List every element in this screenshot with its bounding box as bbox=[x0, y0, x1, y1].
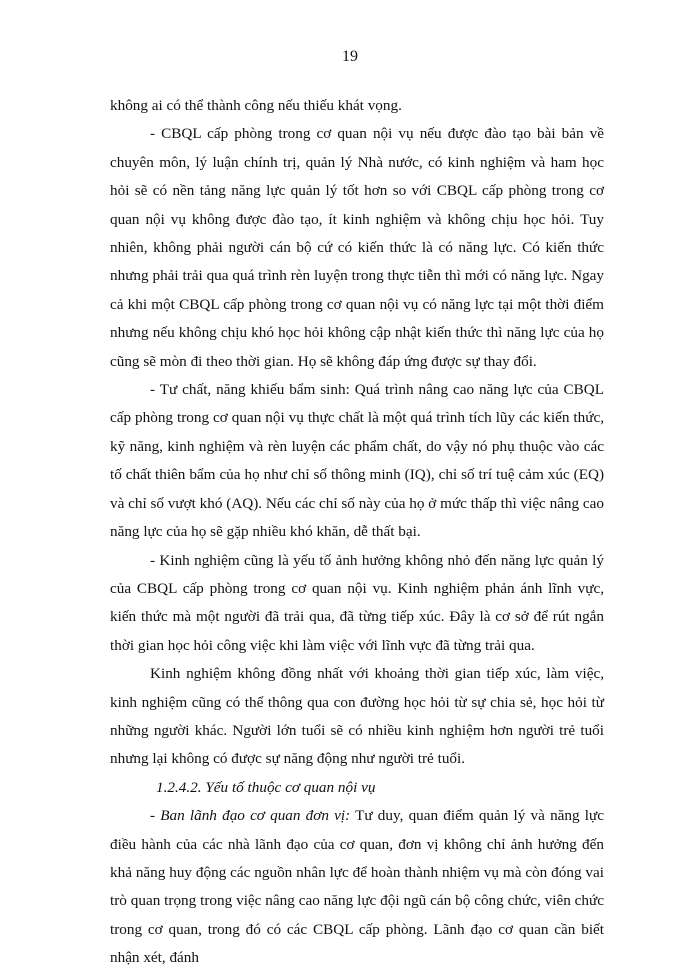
paragraph-leadership-body: Tư duy, quan điểm quản lý và năng lực điều hành của các nhà lãnh đạo của cơ quan, đơn vị không chỉ ảnh hưởng đến khả năng huy động các nguồn nhân lực để hoàn thành nhiệm vụ mà còn đóng vai trò quan trọng trong việc nâng cao năng lực đội ngũ cán bộ công chức, viên chức trong cơ quan, trong đó có các CBQL cấp phòng. Lãnh đạo cơ quan cần biết nhận xét, đánh bbox=[110, 807, 604, 967]
paragraph-leadership bbox=[110, 802, 604, 972]
paragraph-experience-sources: Kinh nghiệm không đồng nhất với khoảng thời gian tiếp xúc, làm việc, kinh nghiệm cũng có thể thông qua con đường học hỏi từ sự chia sẻ, học hỏi từ những người khác. Người lớn tuổi sẽ có nhiều kinh nghiệm hơn người trẻ tuổi nhưng lại không có được sự năng động như người trẻ tuổi. bbox=[110, 665, 604, 768]
paragraph-continuation: không ai có thể thành công nếu thiếu khát vọng. bbox=[110, 97, 402, 114]
paragraph-leadership-lead: - Ban lãnh đạo cơ quan đơn vị: bbox=[150, 807, 351, 825]
paragraph-innate-aptitude: - Tư chất, năng khiếu bẩm sinh: Quá trình nâng cao năng lực của CBQL cấp phòng trong cơ quan nội vụ thực chất là một quá trình tích lũy các kiến thức, kỹ năng, kinh nghiệm và rèn luyện các phẩm chất, do vậy nó phụ thuộc vào các tố chất thiên bẩm của họ như chỉ số thông minh (IQ), chỉ số trí tuệ cảm xúc (EQ) và chỉ số vượt khó (AQ). Nếu các chỉ số này của họ ở mức thấp thì việc nâng cao năng lực của họ sẽ gặp nhiều khó khăn, dễ thất bại. bbox=[110, 381, 604, 541]
page-number: 19 bbox=[342, 48, 358, 65]
body-text bbox=[110, 92, 604, 973]
paragraph-experience: - Kinh nghiệm cũng là yếu tố ảnh hưởng không nhỏ đến năng lực quản lý của CBQL cấp phòng trong cơ quan nội vụ. Kinh nghiệm phản ánh lĩnh vực, kiến thức mà một người đã trải qua, đã từng tiếp xúc. Đây là cơ sở để rút ngắn thời gian học hỏi công việc khi làm việc với lĩnh vực đã từng trải qua. bbox=[110, 551, 604, 654]
paragraph-cbql-training: - CBQL cấp phòng trong cơ quan nội vụ nếu được đào tạo bài bản về chuyên môn, lý luận chính trị, quản lý Nhà nước, có kinh nghiệm và ham học hỏi sẽ có nền tảng năng lực quản lý tốt hơn so với CBQL cấp phòng trong cơ quan nội vụ không được đào tạo, ít kinh nghiệm và không chịu học hỏi. Tuy nhiên, không phải người cán bộ cứ có kiến thức là có năng lực. Có kiến thức nhưng phải trải qua quá trình rèn luyện trong thực tiễn thì mới có năng lực. Ngay cả khi một CBQL cấp phòng trong cơ quan nội vụ có năng lực tại một thời điểm nhưng nếu không chịu khó học hỏi không cập nhật kiến thức thì năng lực của họ cũng sẽ mòn đi theo thời gian. Họ sẽ không đáp ứng được sự thay đổi. bbox=[110, 125, 604, 370]
section-heading: 1.2.4.2. Yếu tố thuộc cơ quan nội vụ bbox=[156, 778, 376, 796]
